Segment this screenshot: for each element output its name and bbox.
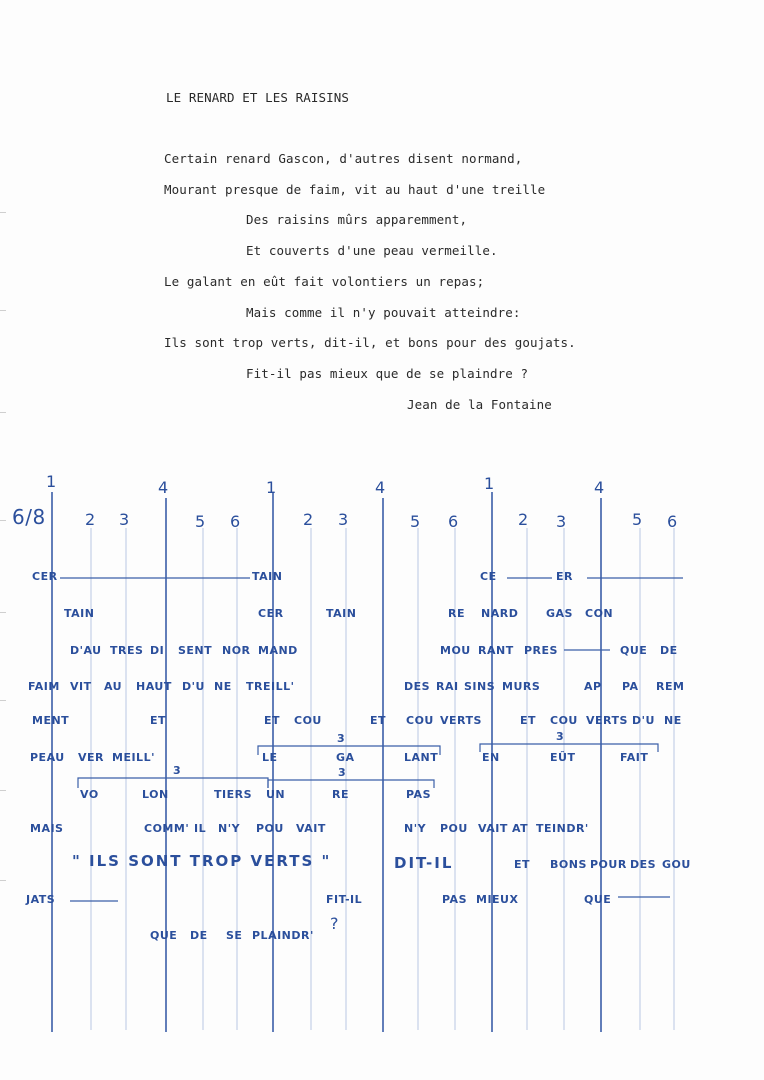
syllable: NOR	[222, 644, 251, 657]
syllable: MIEUX	[476, 893, 519, 906]
syllable: D'U	[632, 714, 655, 727]
syllable: LE	[262, 751, 278, 764]
syllable: FIT-IL	[326, 893, 363, 906]
syllable: DI	[150, 644, 165, 657]
syllable: UN	[266, 788, 286, 801]
syllable: NE	[214, 680, 232, 693]
syllable: VAIT	[296, 822, 326, 835]
syllable: FAIM	[28, 680, 60, 693]
triplet-mark: 3	[556, 730, 565, 743]
poem-line: Des raisins mûrs apparemment,	[246, 212, 468, 227]
beat-number: 2	[85, 510, 96, 529]
syllable: ET	[370, 714, 387, 727]
syllable: DES	[404, 680, 431, 693]
syllable: VERTS	[586, 714, 628, 727]
syllable: VAIT	[478, 822, 508, 835]
syllable: RAI	[436, 680, 459, 693]
syllable: CE	[480, 570, 497, 583]
syllable: RE	[332, 788, 349, 801]
syllable: COU	[294, 714, 322, 727]
syllable: COMM'	[144, 822, 190, 835]
beat-number: 6	[230, 512, 241, 531]
syllable: MAIS	[30, 822, 64, 835]
syllable: POU	[440, 822, 468, 835]
beat-number: 2	[518, 510, 529, 529]
triplet-mark: 3	[173, 764, 182, 777]
margin-tick	[0, 310, 6, 311]
syllable: ER	[556, 570, 573, 583]
beat-number: 2	[303, 510, 314, 529]
syllable: LANT	[404, 751, 439, 764]
syllable: CON	[585, 607, 614, 620]
syllable-emphasis: " ILS SONT TROP VERTS "	[72, 852, 332, 870]
triplet-mark: 3	[337, 732, 346, 745]
poem-line: Mais comme il n'y pouvait atteindre:	[246, 305, 521, 320]
syllable: SINS	[464, 680, 496, 693]
beat-number: 3	[119, 510, 130, 529]
poem-line: Certain renard Gascon, d'autres disent normand,	[164, 151, 523, 166]
syllable: VERTS	[440, 714, 482, 727]
syllable: TAIN	[252, 570, 283, 583]
syllable: CER	[32, 570, 58, 583]
syllable: N'Y	[404, 822, 427, 835]
syllable: TAIN	[326, 607, 357, 620]
syllable: DIT-IL	[394, 854, 454, 872]
margin-tick	[0, 790, 6, 791]
syllable: PRES	[524, 644, 558, 657]
syllable: PA	[622, 680, 639, 693]
syllable: DE	[660, 644, 678, 657]
syllable: FAIT	[620, 751, 649, 764]
syllable: GAS	[546, 607, 573, 620]
syllable: SE	[226, 929, 243, 942]
syllable: GA	[336, 751, 355, 764]
beat-number: 6	[667, 512, 678, 531]
beat-number: 5	[632, 510, 643, 529]
beat-number: 3	[338, 510, 349, 529]
syllable: TREILL'	[246, 680, 295, 693]
triplet-bracket	[268, 780, 434, 788]
margin-tick	[0, 880, 6, 881]
margin-tick	[0, 520, 6, 521]
beat-number: 1	[266, 478, 277, 497]
poem-line: Fit-il pas mieux que de se plaindre ?	[246, 366, 529, 381]
syllable: MENT	[32, 714, 70, 727]
syllable: NE	[664, 714, 682, 727]
syllable: COU	[406, 714, 434, 727]
syllable: D'AU	[70, 644, 102, 657]
beat-number: 3	[556, 512, 567, 531]
syllable: BONS	[550, 858, 587, 871]
syllable: LON	[142, 788, 169, 801]
margin-tick	[0, 700, 6, 701]
syllable: COU	[550, 714, 578, 727]
poem-line: Ils sont trop verts, dit-il, et bons pour des goujats.	[164, 335, 576, 350]
syllable: DES	[630, 858, 657, 871]
syllable: PAS	[406, 788, 431, 801]
beat-number: 4	[158, 478, 169, 497]
syllable: ET	[520, 714, 537, 727]
syllable: NARD	[481, 607, 519, 620]
syllable: AT	[512, 822, 529, 835]
syllable: TAIN	[64, 607, 95, 620]
syllable: PEAU	[30, 751, 65, 764]
syllable: MOU	[440, 644, 471, 657]
beat-number: 1	[46, 472, 57, 491]
beat-number: 5	[410, 512, 421, 531]
syllable: EÛT	[550, 751, 576, 764]
syllable: RANT	[478, 644, 514, 657]
poem-line: Le galant en eût fait volontiers un repas;	[164, 274, 485, 289]
syllable: MURS	[502, 680, 541, 693]
syllable: EN	[482, 751, 500, 764]
syllable: MAND	[258, 644, 298, 657]
syllable: AU	[104, 680, 123, 693]
syllable: D'U	[182, 680, 205, 693]
syllable: HAUT	[136, 680, 172, 693]
syllable: VO	[80, 788, 99, 801]
syllable: IL	[194, 822, 207, 835]
triplet-mark: 3	[338, 766, 347, 779]
syllable: POU	[256, 822, 284, 835]
syllable: ET	[264, 714, 281, 727]
syllable: GOU	[662, 858, 691, 871]
syllable: RE	[448, 607, 465, 620]
beat-number: 4	[375, 478, 386, 497]
syllable: VIT	[70, 680, 92, 693]
syllable: ET	[514, 858, 531, 871]
syllable: N'Y	[218, 822, 241, 835]
syllable: MEILL'	[112, 751, 155, 764]
beat-number: 4	[594, 478, 605, 497]
syllable: PLAINDR'	[252, 929, 314, 942]
syllable: TRES	[110, 644, 144, 657]
poem-title: LE RENARD ET LES RAISINS	[166, 90, 350, 105]
beat-number: 1	[484, 474, 495, 493]
margin-tick	[0, 612, 6, 613]
syllable: VER	[78, 751, 104, 764]
syllable: PAS	[442, 893, 467, 906]
question-mark: ?	[330, 914, 339, 933]
time-signature: 6/8	[12, 505, 46, 529]
syllable: SENT	[178, 644, 213, 657]
syllable: ET	[150, 714, 167, 727]
beat-number: 5	[195, 512, 206, 531]
triplet-bracket	[78, 778, 268, 788]
syllable: DE	[190, 929, 208, 942]
beat-number: 6	[448, 512, 459, 531]
syllable: POUR	[590, 858, 627, 871]
syllable: AP	[584, 680, 602, 693]
margin-tick	[0, 212, 6, 213]
poem-author: Jean de la Fontaine	[407, 397, 552, 412]
syllable: QUE	[584, 893, 612, 906]
poem-line: Mourant presque de faim, vit au haut d'une treille	[164, 182, 546, 197]
syllable: QUE	[150, 929, 178, 942]
syllable: CER	[258, 607, 284, 620]
margin-tick	[0, 412, 6, 413]
syllable: TEINDR'	[536, 822, 589, 835]
poem-line: Et couverts d'une peau vermeille.	[246, 243, 498, 258]
syllable: JATS	[26, 893, 56, 906]
syllable: TIERS	[214, 788, 253, 801]
syllable: QUE	[620, 644, 648, 657]
syllable: REM	[656, 680, 685, 693]
